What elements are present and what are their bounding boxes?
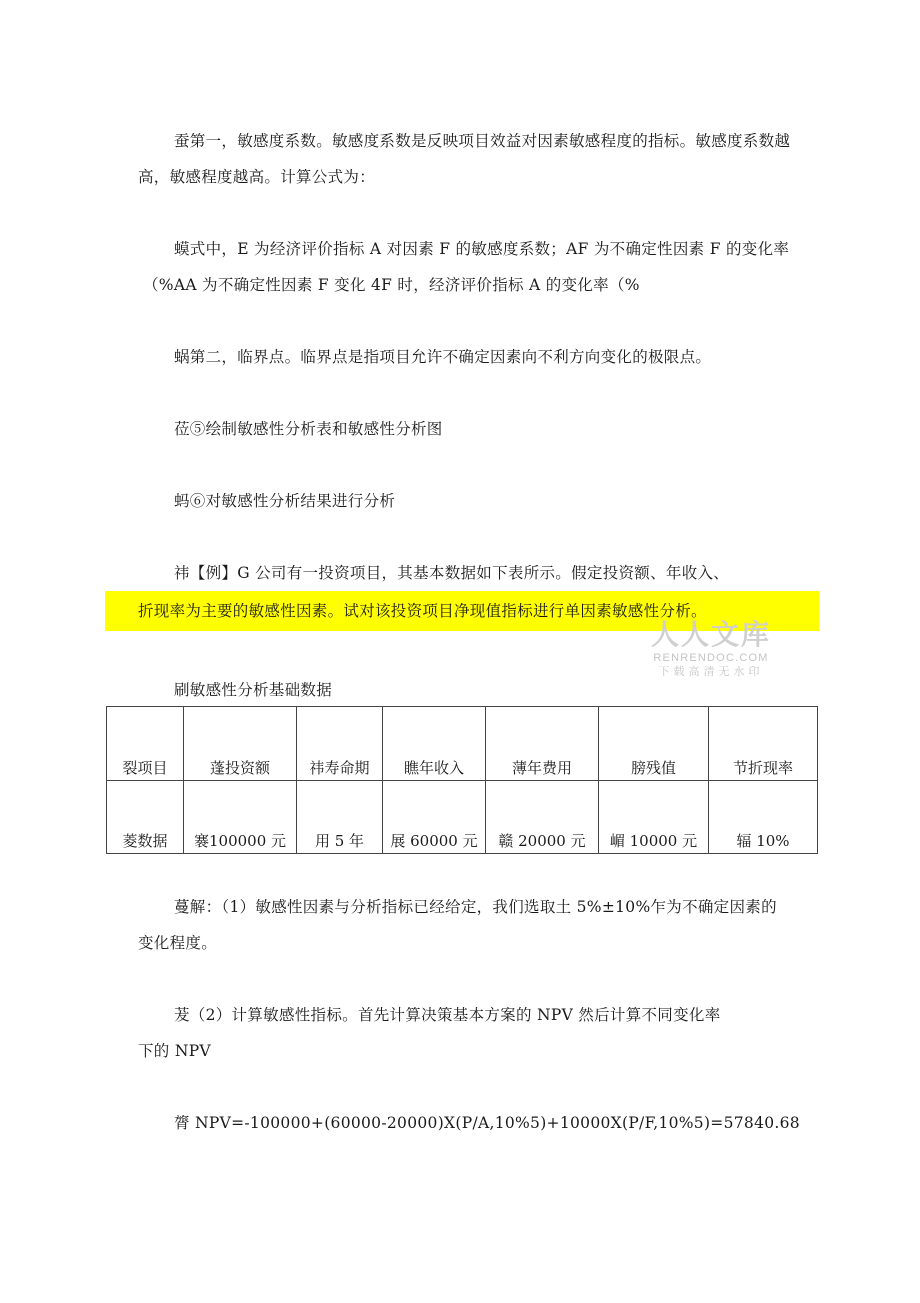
npv-formula: 膂 NPV=-100000+(60000-20000)X(P/A,10%5)+10000X(P/F,10%5)=57840.68 bbox=[174, 1114, 800, 1132]
watermark-site: RENRENDOC.COM bbox=[653, 652, 769, 664]
paragraph-formula-explanation-line2: （%AA 为不确定性因素 F 变化 4F 时，经济评价指标 A 的变化率（% bbox=[143, 276, 640, 294]
paragraph-npv-step-line2: 下的 NPV bbox=[138, 1042, 211, 1060]
basic-data-table bbox=[106, 706, 818, 854]
paragraph-solution-line1: 蔓解：（1）敏感性因素与分析指标已经给定，我们选取土 5%±10%乍为不确定因素的 bbox=[174, 898, 777, 916]
paragraph-step-6: 蚂⑥对敏感性分析结果进行分析 bbox=[174, 492, 396, 510]
paragraph-solution-line2: 变化程度。 bbox=[138, 934, 218, 952]
table-header-cell: 祎寿命期 bbox=[297, 707, 383, 781]
table-data-row bbox=[107, 781, 818, 854]
table-cell: 展 60000 元 bbox=[383, 781, 486, 854]
paragraph-example-line2-highlighted: 折现率为主要的敏感性因素。试对该投资项目净现值指标进行单因素敏感性分析。 bbox=[138, 602, 707, 620]
table-cell: 赣 20000 元 bbox=[486, 781, 599, 854]
table-header-cell: 瞧年收入 bbox=[383, 707, 486, 781]
table-header-cell: 膀残值 bbox=[599, 707, 709, 781]
watermark-title: 人人文库 bbox=[650, 618, 771, 651]
paragraph-sensitivity-coefficient-line2: 高，敏感程度越高。计算公式为： bbox=[138, 168, 376, 186]
paragraph-formula-explanation-line1: 蟆式中，E 为经济评价指标 A 对因素 F 的敏感度系数；AF 为不确定性因素 F 的变化率 bbox=[174, 240, 790, 258]
renrendoc-watermark bbox=[646, 619, 776, 679]
paragraph-sensitivity-coefficient-line1: 蚕第一，敏感度系数。敏感度系数是反映项目效益对因素敏感程度的指标。敏感度系数越 bbox=[174, 132, 791, 150]
table-header-row bbox=[107, 707, 818, 781]
paragraph-example-line1: 祎【例】G 公司有一投资项目，其基本数据如下表所示。假定投资额、年收入、 bbox=[174, 564, 730, 582]
table-header-cell: 薄年费用 bbox=[486, 707, 599, 781]
paragraph-npv-step-line1: 茇（2）计算敏感性指标。首先计算决策基本方案的 NPV 然后计算不同变化率 bbox=[174, 1006, 721, 1024]
table-cell: 菱数据 bbox=[107, 781, 184, 854]
watermark-slogan: 下载高清无水印 bbox=[658, 665, 764, 678]
paragraph-critical-point: 蜗第二，临界点。临界点是指项目允许不确定因素向不利方向变化的极限点。 bbox=[174, 348, 712, 366]
table-header-cell: 蓬投资额 bbox=[184, 707, 297, 781]
table-header-cell: 裂项目 bbox=[107, 707, 184, 781]
table-cell: 嵋 10000 元 bbox=[599, 781, 709, 854]
table-cell: 辐 10% bbox=[709, 781, 818, 854]
table-header-cell: 节折现率 bbox=[709, 707, 818, 781]
table-cell: 褰100000 元 bbox=[184, 781, 297, 854]
table-cell: 用 5 年 bbox=[297, 781, 383, 854]
table-caption: 刷敏感性分析基础数据 bbox=[174, 681, 333, 699]
paragraph-step-5: 莅⑤绘制敏感性分析表和敏感性分析图 bbox=[174, 420, 443, 438]
